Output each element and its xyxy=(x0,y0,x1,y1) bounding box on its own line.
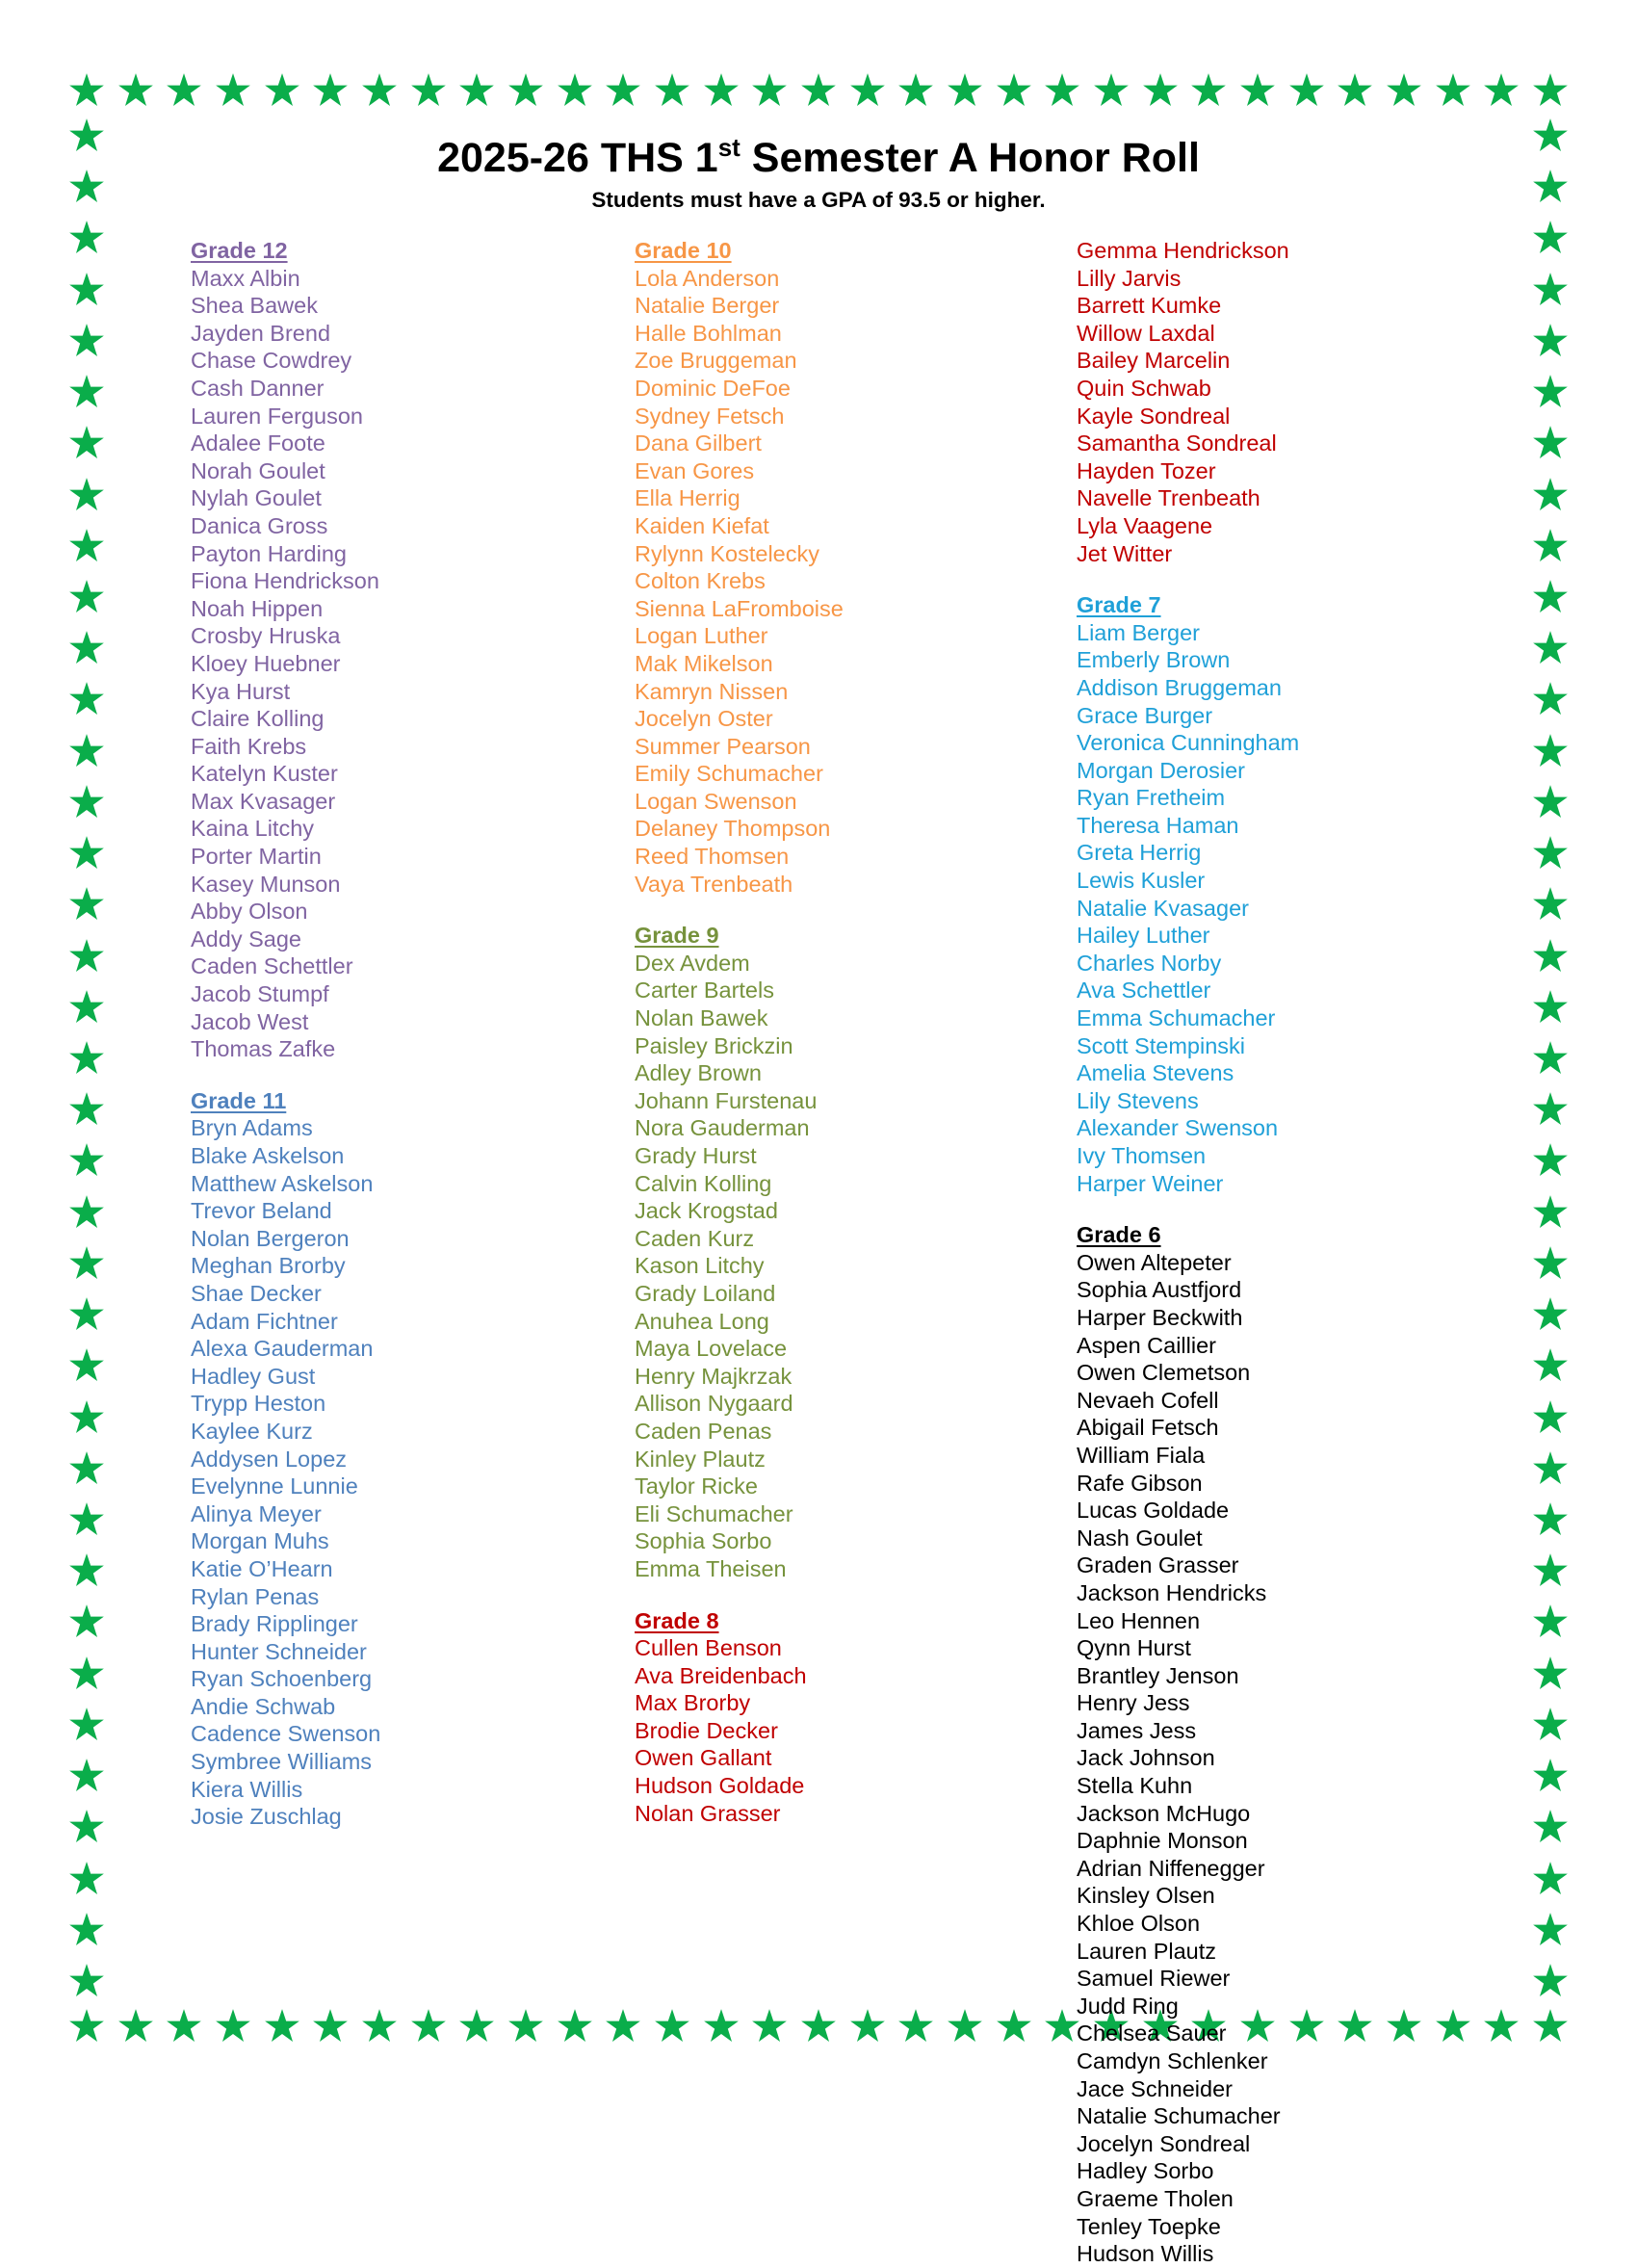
student-name: Adrian Niffenegger xyxy=(1077,1855,1265,1881)
star-icon xyxy=(312,72,349,109)
student-name: Scott Stempinski xyxy=(1077,1032,1246,1058)
grade-heading: Grade 7 xyxy=(1077,592,1161,618)
student-name: Andie Schwab xyxy=(191,1693,336,1719)
student-name: Cadence Swenson xyxy=(191,1721,381,1747)
student-name: Samuel Riewer xyxy=(1077,1966,1231,1992)
student-name: Navelle Trenbeath xyxy=(1077,485,1260,511)
student-name: Noah Hippen xyxy=(191,595,324,621)
student-name: Kya Hurst xyxy=(191,678,291,704)
student-name: Dana Gilbert xyxy=(635,430,762,456)
student-name: Kasey Munson xyxy=(191,871,341,897)
star-icon xyxy=(458,2008,495,2045)
student-name: Dominic DeFoe xyxy=(635,375,791,401)
star-icon xyxy=(361,72,398,109)
student-name: Tenley Toepke xyxy=(1077,2213,1221,2239)
student-name: Max Brorby xyxy=(635,1690,751,1716)
student-name: Calvin Kolling xyxy=(635,1170,772,1196)
star-icon xyxy=(68,1758,105,1794)
student-name: Zoe Bruggeman xyxy=(635,348,797,374)
student-name: Porter Martin xyxy=(191,844,322,870)
student-name: Alinya Meyer xyxy=(191,1500,322,1526)
star-icon xyxy=(68,220,105,256)
student-name: Jacob Stumpf xyxy=(191,981,329,1007)
student-name: Carter Bartels xyxy=(635,978,774,1004)
student-name: Grace Burger xyxy=(1077,702,1213,728)
student-name: Addy Sage xyxy=(191,925,301,952)
student-name: Owen Gallant xyxy=(635,1745,772,1771)
student-name: Natalie Kvasager xyxy=(1077,895,1249,921)
student-name: Paisley Brickzin xyxy=(635,1032,793,1058)
student-name: Payton Harding xyxy=(191,540,347,566)
star-icon xyxy=(68,1707,105,1743)
student-name: Jocelyn Sondreal xyxy=(1077,2130,1251,2156)
star-icon xyxy=(605,2008,641,2045)
star-icon xyxy=(68,425,105,461)
student-name: Natalie Schumacher xyxy=(1077,2103,1281,2129)
student-name: Grady Hurst xyxy=(635,1143,757,1168)
student-name: Logan Luther xyxy=(635,623,768,649)
student-name: Mak Mikelson xyxy=(635,650,773,676)
student-name: Jet Witter xyxy=(1077,540,1173,566)
student-name: Natalie Berger xyxy=(635,293,780,319)
student-name: Lauren Plautz xyxy=(1077,1938,1217,1964)
star-icon xyxy=(1044,72,1080,109)
student-name: Harper Weiner xyxy=(1077,1170,1224,1196)
student-name: Kaiden Kiefat xyxy=(635,512,769,538)
student-name: Henry Majkrzak xyxy=(635,1363,793,1389)
student-name: Daphnie Monson xyxy=(1077,1828,1248,1854)
student-name: Sienna LaFromboise xyxy=(635,595,844,621)
student-name: Jackson McHugo xyxy=(1077,1800,1251,1826)
star-icon xyxy=(703,2008,740,2045)
star-icon xyxy=(996,2008,1032,2045)
student-name: Colton Krebs xyxy=(635,568,766,594)
student-name: Trypp Heston xyxy=(191,1391,326,1417)
star-icon xyxy=(166,72,202,109)
star-icon xyxy=(1337,72,1373,109)
star-icon xyxy=(1142,72,1179,109)
star-icon xyxy=(68,1296,105,1333)
student-name: Josie Zuschlag xyxy=(191,1804,342,1830)
student-name: Theresa Haman xyxy=(1077,812,1239,838)
student-name: Fiona Hendrickson xyxy=(191,568,379,594)
star-icon xyxy=(68,1194,105,1231)
student-name: Nevaeh Cofell xyxy=(1077,1387,1219,1413)
student-name: Willow Laxdal xyxy=(1077,320,1215,346)
student-name: Emberly Brown xyxy=(1077,647,1231,673)
student-name: Halle Bohlman xyxy=(635,320,782,346)
student-name: Addysen Lopez xyxy=(191,1446,348,1472)
star-icon xyxy=(68,1040,105,1077)
student-name: Chelsea Sauer xyxy=(1077,2020,1227,2046)
student-name: Adley Brown xyxy=(635,1060,762,1086)
star-icon xyxy=(1435,72,1471,109)
star-icon xyxy=(654,2008,690,2045)
title-superscript: st xyxy=(717,133,741,162)
star-icon xyxy=(68,1347,105,1384)
grade-heading: Grade 10 xyxy=(635,238,732,263)
student-name: Harper Beckwith xyxy=(1077,1304,1243,1330)
star-icon xyxy=(849,2008,886,2045)
section-gap xyxy=(1077,1197,1539,1221)
star-icon xyxy=(68,630,105,666)
star-icon xyxy=(166,2008,202,2045)
student-name: Khloe Olson xyxy=(1077,1911,1201,1937)
student-name: Taylor Ricke xyxy=(635,1473,758,1499)
star-icon xyxy=(68,374,105,410)
student-name: Faith Krebs xyxy=(191,733,307,759)
student-name: Nolan Bawek xyxy=(635,1005,768,1031)
star-icon xyxy=(1239,72,1276,109)
student-name: Emma Schumacher xyxy=(1077,1005,1276,1031)
student-name: Jackson Hendricks xyxy=(1077,1579,1267,1605)
star-icon xyxy=(264,72,300,109)
star-icon xyxy=(68,72,105,109)
student-name: Nolan Grasser xyxy=(635,1800,781,1826)
student-name: Shea Bawek xyxy=(191,293,318,319)
student-name: Sophia Sorbo xyxy=(635,1528,772,1554)
student-name: William Fiala xyxy=(1077,1442,1206,1468)
student-name: Thomas Zafke xyxy=(191,1036,336,1062)
student-name: Amelia Stevens xyxy=(1077,1060,1234,1086)
star-icon xyxy=(849,72,886,109)
student-name: Meghan Brorby xyxy=(191,1253,346,1279)
star-icon xyxy=(800,72,837,109)
student-name: Brantley Jenson xyxy=(1077,1662,1239,1688)
student-name: Owen Altepeter xyxy=(1077,1249,1232,1275)
star-icon xyxy=(68,989,105,1026)
star-icon xyxy=(605,72,641,109)
student-name: Lucas Goldade xyxy=(1077,1498,1230,1524)
student-name: Symbree Williams xyxy=(191,1749,373,1775)
star-icon xyxy=(68,1142,105,1179)
student-name: Trevor Beland xyxy=(191,1198,332,1224)
star-icon xyxy=(410,72,447,109)
student-name: Summer Pearson xyxy=(635,733,811,759)
star-icon xyxy=(68,323,105,359)
student-name: Dex Avdem xyxy=(635,950,750,976)
star-icon xyxy=(996,72,1032,109)
student-name: Owen Clemetson xyxy=(1077,1360,1251,1386)
student-name: Sydney Fetsch xyxy=(635,403,785,429)
student-name: Johann Furstenau xyxy=(635,1087,818,1113)
student-name: Caden Penas xyxy=(635,1418,772,1444)
student-name: Nash Goulet xyxy=(1077,1525,1203,1551)
student-name: Stella Kuhn xyxy=(1077,1773,1193,1799)
student-name: Nolan Bergeron xyxy=(191,1225,350,1251)
column-3 xyxy=(1077,237,1539,2268)
student-name: Quin Schwab xyxy=(1077,375,1211,401)
star-icon xyxy=(897,2008,934,2045)
student-name: Kloey Huebner xyxy=(191,650,341,676)
star-icon xyxy=(312,2008,349,2045)
section-gap xyxy=(191,1063,653,1087)
student-name: Crosby Hruska xyxy=(191,623,341,649)
star-icon xyxy=(68,681,105,717)
student-name: Ava Breidenbach xyxy=(635,1662,807,1688)
student-name: Bailey Marcelin xyxy=(1077,348,1231,374)
student-name: Shae Decker xyxy=(191,1280,322,1306)
student-name: Adalee Foote xyxy=(191,430,325,456)
star-icon xyxy=(947,2008,983,2045)
student-name: Hudson Goldade xyxy=(635,1773,805,1799)
student-name: Qynn Hurst xyxy=(1077,1635,1191,1661)
star-icon xyxy=(68,886,105,923)
column-1 xyxy=(191,237,653,1855)
student-name: Ivy Thomsen xyxy=(1077,1143,1207,1168)
student-name: Leo Hennen xyxy=(1077,1607,1201,1633)
student-name: Kinley Plautz xyxy=(635,1446,766,1472)
student-name: Kinsley Olsen xyxy=(1077,1883,1215,1909)
student-name: Lewis Kusler xyxy=(1077,868,1206,894)
student-name: Bryn Adams xyxy=(191,1115,313,1141)
star-icon xyxy=(215,2008,251,2045)
section-gap xyxy=(635,898,1097,922)
student-name: Abigail Fetsch xyxy=(1077,1415,1219,1441)
star-icon xyxy=(1386,72,1422,109)
student-name: Matthew Askelson xyxy=(191,1170,374,1196)
student-name: Lilly Jarvis xyxy=(1077,265,1182,291)
student-name: Maxx Albin xyxy=(191,265,300,291)
star-icon xyxy=(1483,72,1520,109)
student-name: Morgan Muhs xyxy=(191,1528,329,1554)
star-icon xyxy=(703,72,740,109)
student-name: Emma Theisen xyxy=(635,1555,787,1581)
star-icon xyxy=(1044,2008,1080,2045)
student-name: Anuhea Long xyxy=(635,1308,769,1334)
page-subtitle: Students must have a GPA of 93.5 or higher. xyxy=(591,188,1046,212)
student-name: Ryan Fretheim xyxy=(1077,785,1226,811)
star-icon xyxy=(654,72,690,109)
student-name: Greta Herrig xyxy=(1077,840,1202,866)
student-name: Graden Grasser xyxy=(1077,1552,1239,1578)
star-icon xyxy=(68,1552,105,1589)
student-name: Nora Gauderman xyxy=(635,1115,810,1141)
grade-heading: Grade 11 xyxy=(191,1087,287,1113)
student-name: Blake Askelson xyxy=(191,1143,345,1168)
student-name: Rylynn Kostelecky xyxy=(635,540,819,566)
star-icon xyxy=(264,2008,300,2045)
student-name: Judd Ring xyxy=(1077,1993,1179,2019)
student-name: Kason Litchy xyxy=(635,1253,765,1279)
student-name: Samantha Sondreal xyxy=(1077,430,1277,456)
star-icon xyxy=(68,272,105,308)
star-icon xyxy=(557,2008,593,2045)
student-name: Cullen Benson xyxy=(635,1635,782,1661)
student-name: Jayden Brend xyxy=(191,320,331,346)
student-name: Reed Thomsen xyxy=(635,844,790,870)
student-name: Lola Anderson xyxy=(635,265,780,291)
student-name: Eli Schumacher xyxy=(635,1500,793,1526)
student-name: Camdyn Schlenker xyxy=(1077,2048,1268,2073)
grade-heading: Grade 9 xyxy=(635,923,719,949)
student-name: Lauren Ferguson xyxy=(191,403,363,429)
star-icon xyxy=(1532,72,1569,109)
student-name: Charles Norby xyxy=(1077,950,1222,976)
star-icon xyxy=(410,2008,447,2045)
star-icon xyxy=(68,784,105,821)
student-name: Max Kvasager xyxy=(191,788,336,814)
star-icon xyxy=(68,1399,105,1436)
student-name: Kaina Litchy xyxy=(191,816,315,842)
student-name: Grady Loiland xyxy=(635,1280,776,1306)
student-name: Norah Goulet xyxy=(191,457,325,483)
student-name: Chase Cowdrey xyxy=(191,348,352,374)
student-name: Addison Bruggeman xyxy=(1077,674,1282,700)
student-name: Evelynne Lunnie xyxy=(191,1473,358,1499)
student-name: Brady Ripplinger xyxy=(191,1611,358,1637)
title-text-end: Semester A Honor Roll xyxy=(740,135,1200,181)
student-name: Katelyn Kuster xyxy=(191,761,338,787)
student-name: Ava Schettler xyxy=(1077,978,1211,1004)
student-name: Caden Schettler xyxy=(191,953,353,979)
star-icon xyxy=(897,72,934,109)
section-gap xyxy=(191,1831,653,1855)
student-name: Graeme Tholen xyxy=(1077,2185,1234,2211)
student-name: Kaylee Kurz xyxy=(191,1418,313,1444)
star-icon xyxy=(68,1861,105,1897)
student-name: Lyla Vaagene xyxy=(1077,512,1213,538)
star-icon xyxy=(68,835,105,872)
student-name: Jack Krogstad xyxy=(635,1198,778,1224)
star-icon xyxy=(507,72,544,109)
student-name: Maya Lovelace xyxy=(635,1336,788,1362)
star-icon xyxy=(68,938,105,975)
star-icon xyxy=(68,2008,105,2045)
student-name: Ella Herrig xyxy=(635,485,741,511)
student-name: Hudson Willis xyxy=(1077,2241,1214,2267)
star-icon xyxy=(68,1450,105,1487)
star-icon xyxy=(68,579,105,615)
star-icon xyxy=(68,477,105,513)
student-name: Emily Schumacher xyxy=(635,761,823,787)
star-icon xyxy=(68,1603,105,1640)
star-icon xyxy=(751,2008,788,2045)
title-text: 2025-26 THS 1 xyxy=(437,135,718,181)
student-name: Alexa Gauderman xyxy=(191,1336,374,1362)
star-icon xyxy=(68,1912,105,1948)
star-icon xyxy=(68,528,105,564)
student-name: Hadley Gust xyxy=(191,1363,316,1389)
student-name: Kayle Sondreal xyxy=(1077,403,1231,429)
student-name: Morgan Derosier xyxy=(1077,757,1246,783)
student-name: Henry Jess xyxy=(1077,1690,1190,1716)
student-name: Katie O’Hearn xyxy=(191,1555,333,1581)
star-icon xyxy=(68,733,105,769)
student-name: Hadley Sorbo xyxy=(1077,2158,1214,2184)
student-name: Hayden Tozer xyxy=(1077,457,1216,483)
student-name: Barrett Kumke xyxy=(1077,293,1222,319)
star-icon xyxy=(1190,72,1227,109)
student-name: Adam Fichtner xyxy=(191,1308,338,1334)
student-name: Kiera Willis xyxy=(191,1776,303,1802)
student-name: Allison Nygaard xyxy=(635,1391,793,1417)
student-name: Brodie Decker xyxy=(635,1717,778,1743)
student-name: Rylan Penas xyxy=(191,1583,320,1609)
star-icon xyxy=(361,2008,398,2045)
student-name: Jace Schneider xyxy=(1077,2075,1233,2101)
student-name: Lily Stevens xyxy=(1077,1087,1199,1113)
student-name: Evan Gores xyxy=(635,457,755,483)
star-icon xyxy=(68,1809,105,1845)
student-name: Delaney Thompson xyxy=(635,816,831,842)
star-icon xyxy=(751,72,788,109)
star-icon xyxy=(947,72,983,109)
star-icon xyxy=(1288,72,1325,109)
student-name: Hunter Schneider xyxy=(191,1638,367,1664)
star-icon xyxy=(458,72,495,109)
star-icon xyxy=(1093,72,1130,109)
star-icon xyxy=(557,72,593,109)
student-name: Abby Olson xyxy=(191,899,308,925)
grade-heading: Grade 12 xyxy=(191,238,288,263)
student-name: James Jess xyxy=(1077,1717,1197,1743)
student-name: Jocelyn Oster xyxy=(635,706,773,732)
student-name: Vaya Trenbeath xyxy=(635,871,793,897)
star-icon xyxy=(68,1655,105,1692)
student-name: Caden Kurz xyxy=(635,1225,755,1251)
section-gap xyxy=(1077,567,1539,591)
star-icon xyxy=(117,72,154,109)
star-icon xyxy=(507,2008,544,2045)
star-icon xyxy=(117,2008,154,2045)
student-name: Liam Berger xyxy=(1077,619,1200,645)
star-icon xyxy=(68,1245,105,1282)
star-icon xyxy=(215,72,251,109)
page-title xyxy=(0,135,1637,179)
student-name: Jacob West xyxy=(191,1008,309,1034)
grade-heading: Grade 6 xyxy=(1077,1222,1161,1248)
student-name: Ryan Schoenberg xyxy=(191,1666,373,1692)
student-name: Sophia Austfjord xyxy=(1077,1277,1242,1303)
grade-heading: Grade 8 xyxy=(635,1607,719,1633)
student-name: Nylah Goulet xyxy=(191,485,322,511)
student-name: Rafe Gibson xyxy=(1077,1470,1203,1496)
student-name: Hailey Luther xyxy=(1077,923,1210,949)
student-name: Veronica Cunningham xyxy=(1077,730,1300,756)
student-name: Jack Johnson xyxy=(1077,1745,1215,1771)
section-gap xyxy=(635,1583,1097,1607)
star-icon xyxy=(68,1501,105,1538)
student-name: Aspen Caillier xyxy=(1077,1332,1216,1358)
column-2 xyxy=(635,237,1097,1827)
student-name: Danica Gross xyxy=(191,512,328,538)
student-name: Alexander Swenson xyxy=(1077,1115,1279,1141)
student-name: Kamryn Nissen xyxy=(635,678,789,704)
student-name: Gemma Hendrickson xyxy=(1077,238,1289,263)
star-icon xyxy=(800,2008,837,2045)
student-name: Logan Swenson xyxy=(635,788,797,814)
student-name: Cash Danner xyxy=(191,375,325,401)
star-icon xyxy=(68,1963,105,1999)
star-icon xyxy=(68,1091,105,1128)
student-name: Claire Kolling xyxy=(191,706,325,732)
